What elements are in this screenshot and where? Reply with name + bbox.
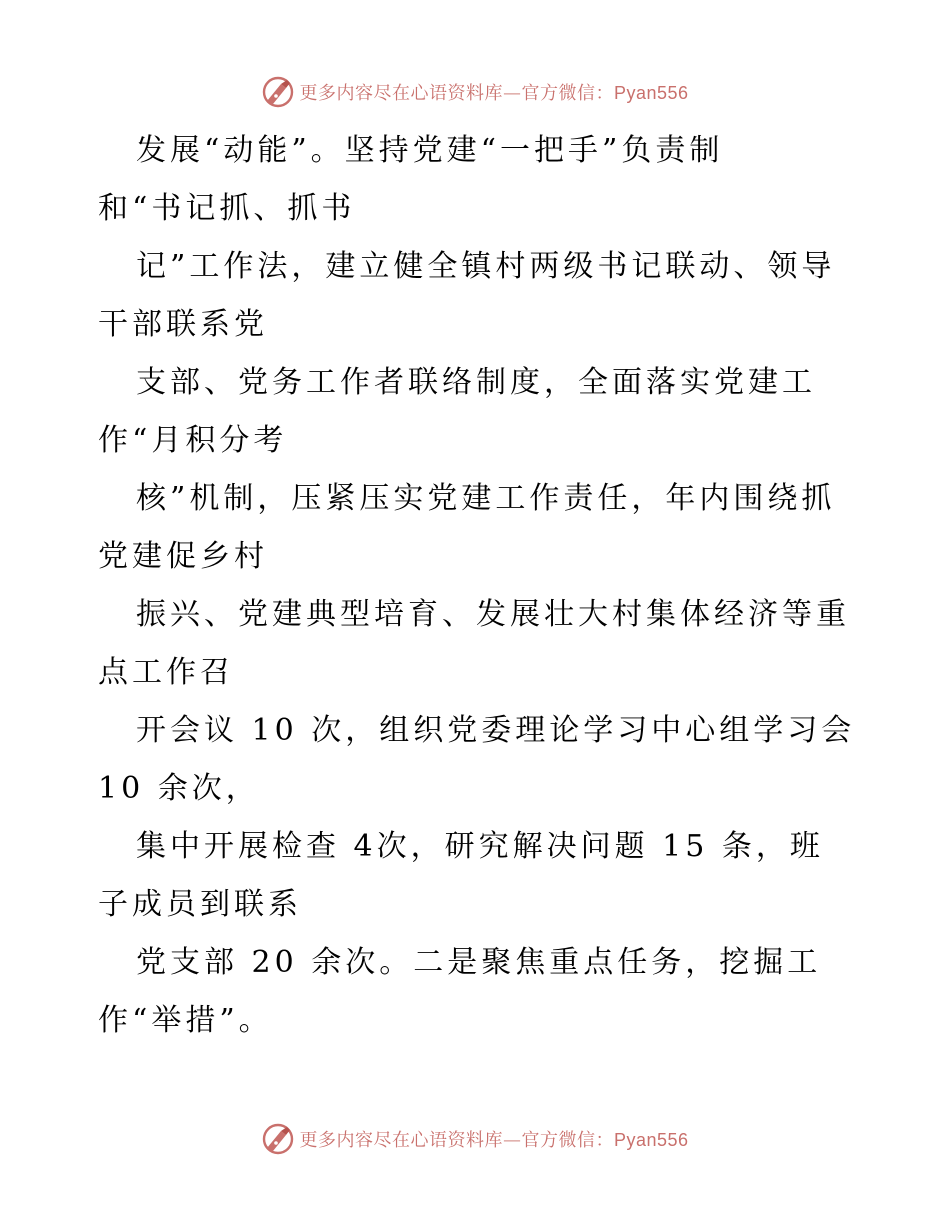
- text-line: 党建促乡村: [98, 539, 268, 574]
- header-watermark: [0, 72, 950, 112]
- text-line: 和“书记抓、抓书: [98, 191, 356, 226]
- text-line: 点工作召: [98, 655, 234, 690]
- text-line: 干部联系党: [98, 307, 268, 342]
- watermark-wechat-id: Pyan556: [613, 83, 689, 103]
- text-line: 开会议 10 次，组织党委理论学习中心组学习会: [136, 713, 856, 748]
- text-line: 作“举措”。: [98, 1003, 273, 1038]
- text-line: 作“月积分考: [98, 423, 288, 458]
- watermark-dash: —: [502, 1130, 522, 1151]
- watermark-dash: —: [502, 83, 522, 104]
- watermark-text: [299, 1126, 688, 1152]
- footer-watermark: [0, 1119, 950, 1159]
- document-body: [98, 122, 878, 1050]
- text-line: 党支部 20 余次。二是聚焦重点任务，挖掘工: [136, 945, 822, 980]
- text-line: 记”工作法，建立健全镇村两级书记联动、领导: [136, 249, 836, 284]
- watermark-main-text: 更多内容尽在心语资料库: [299, 83, 503, 104]
- pen-nib-logo-icon: [261, 1122, 295, 1156]
- watermark-wechat-id: Pyan556: [613, 1130, 689, 1150]
- text-line: 发展“动能”。坚持党建“一把手”负责制: [136, 133, 724, 168]
- watermark-main-text: 更多内容尽在心语资料库: [299, 1130, 503, 1151]
- watermark-text: [299, 79, 688, 105]
- watermark-label: 官方微信：: [521, 1130, 614, 1151]
- watermark-label: 官方微信：: [521, 83, 614, 104]
- text-line: 10 余次，: [98, 771, 260, 806]
- text-line: 集中开展检查 4次，研究解决问题 15 条，班: [136, 829, 824, 864]
- text-line: 子成员到联系: [98, 887, 302, 922]
- pen-nib-logo-icon: [261, 75, 295, 109]
- text-line: 核”机制，压紧压实党建工作责任，年内围绕抓: [136, 481, 836, 516]
- text-line: 支部、党务工作者联络制度，全面落实党建工: [136, 365, 816, 400]
- text-line: 振兴、党建典型培育、发展壮大村集体经济等重: [136, 597, 850, 632]
